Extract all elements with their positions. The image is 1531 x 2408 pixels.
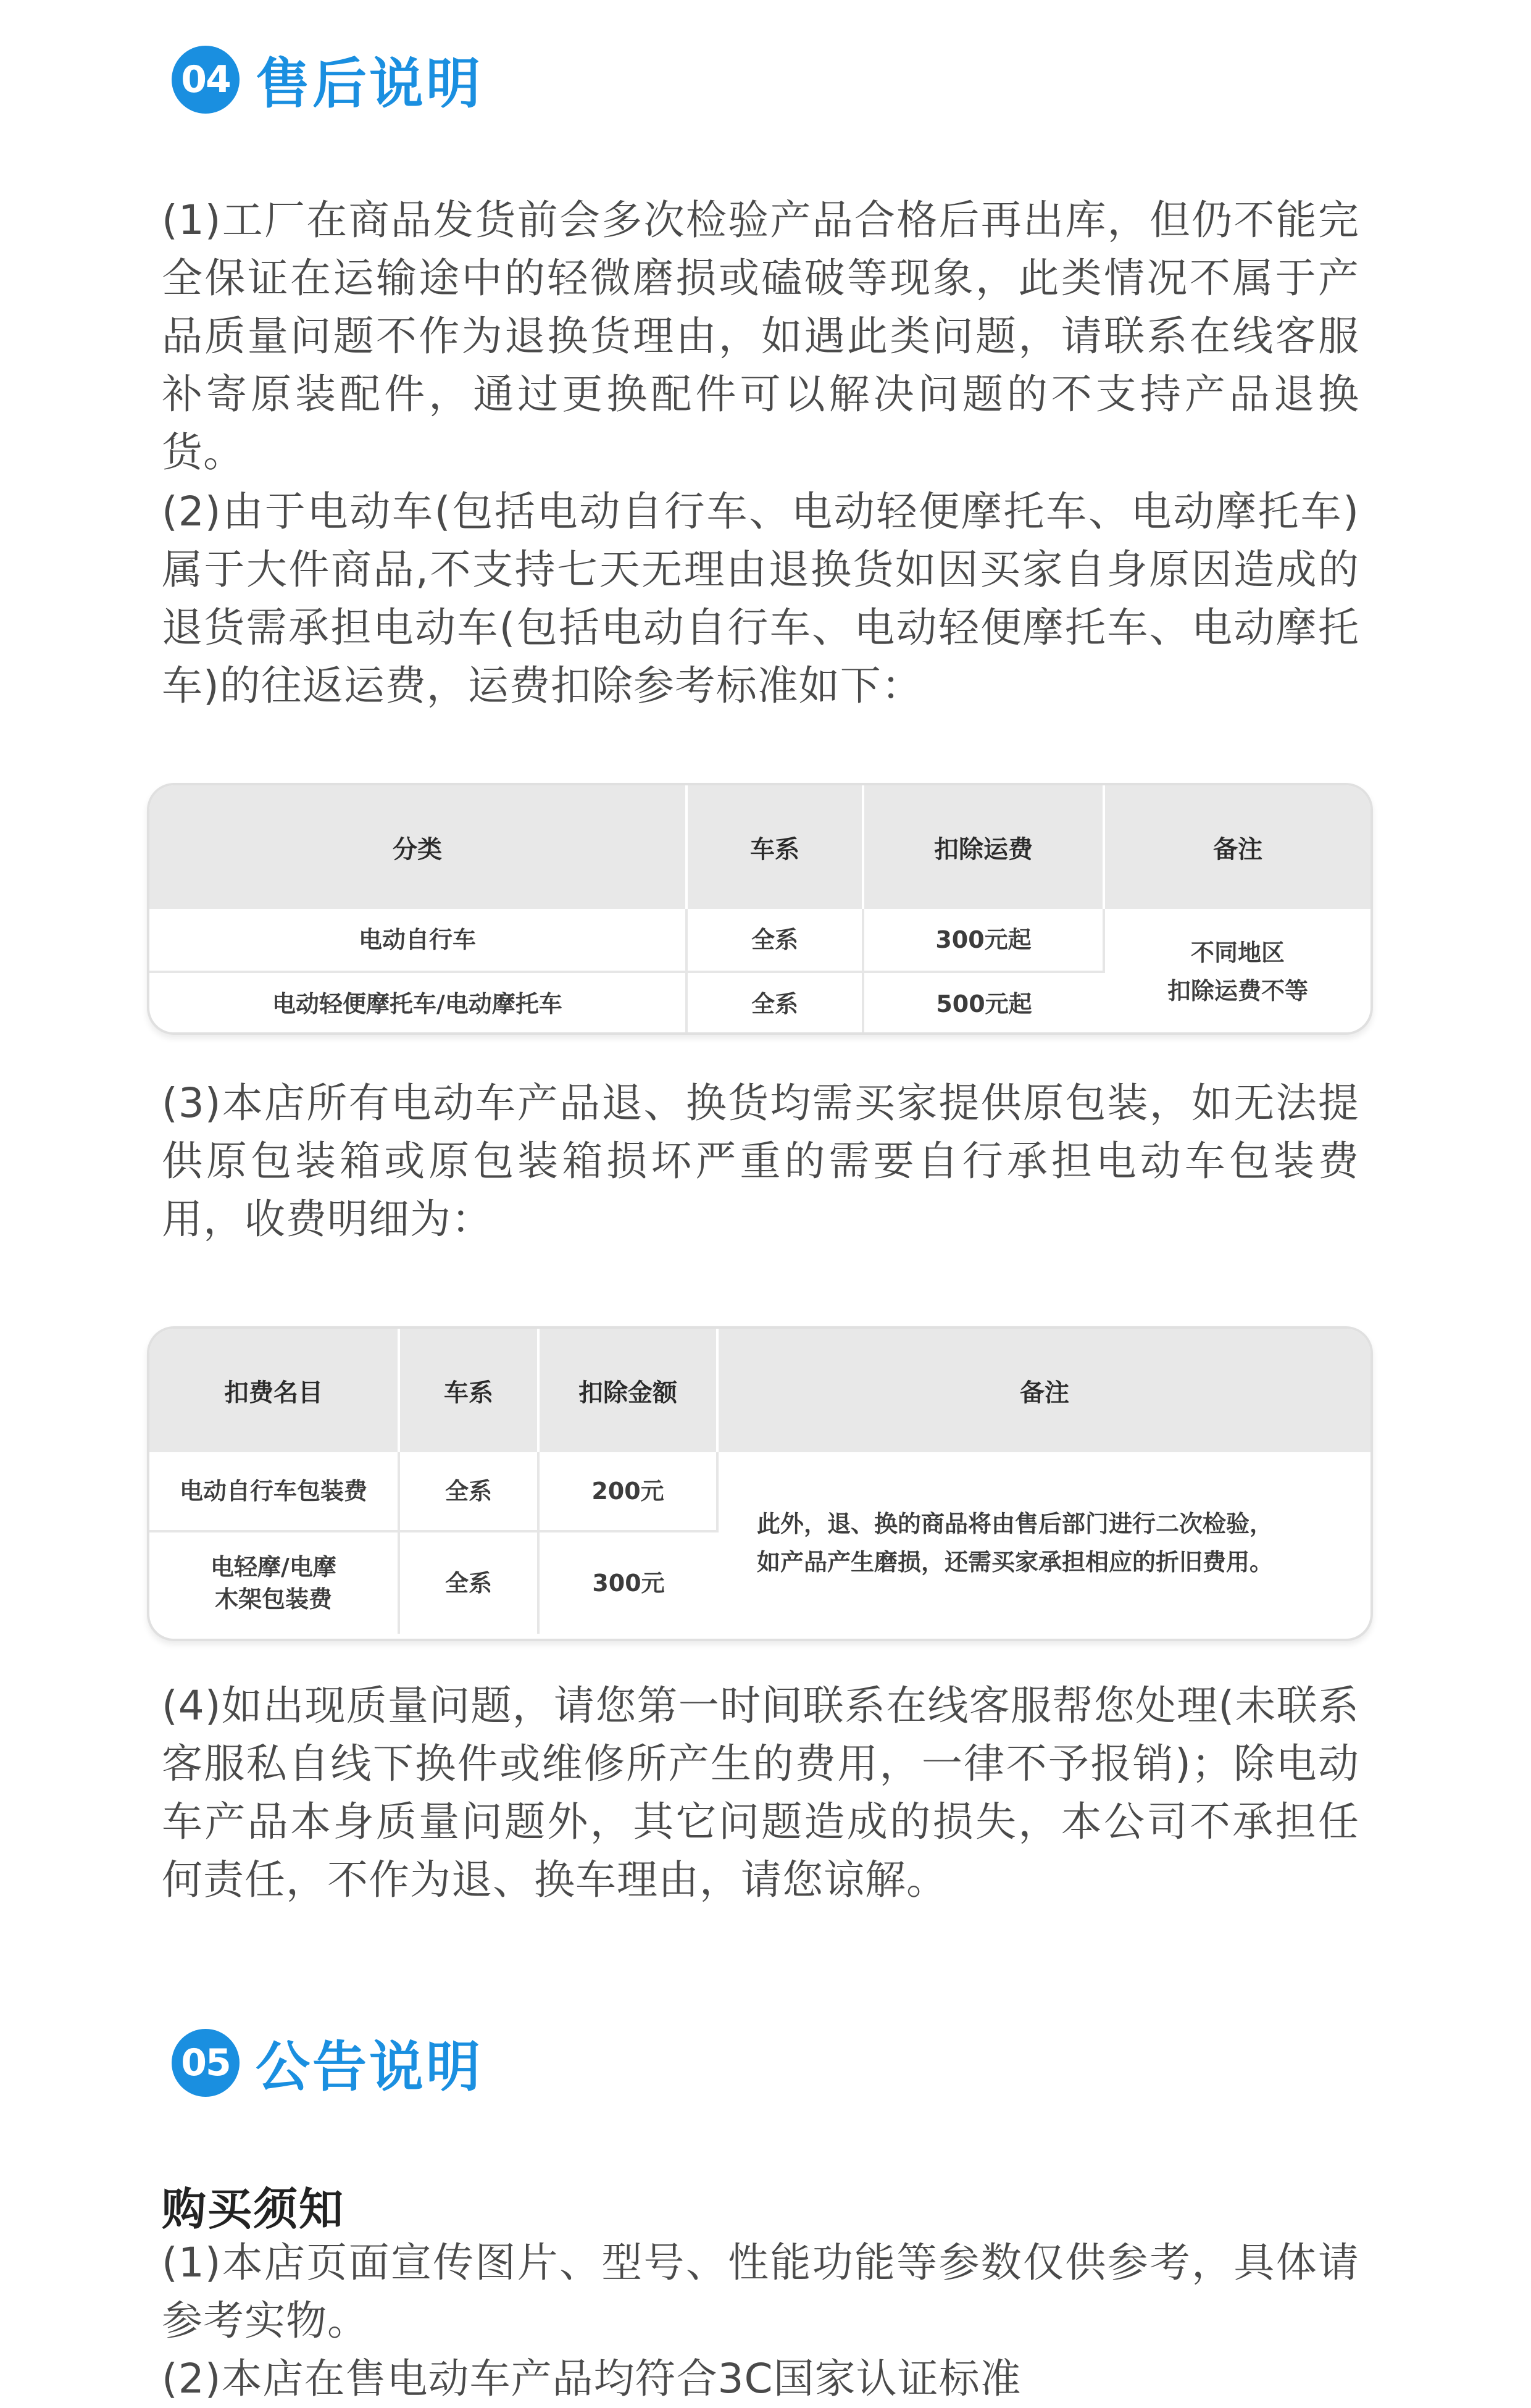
table-cell: 200元 [538, 1452, 717, 1531]
table-cell: 500元起 [863, 972, 1104, 1035]
remark-line: 扣除运费不等 [1167, 977, 1308, 1005]
fee-item-line: 木架包装费 [214, 1586, 332, 1613]
table-header-remark: 备注 [717, 1329, 1370, 1452]
section-number-badge: 04 [172, 46, 240, 114]
table-header-shipping-fee: 扣除运费 [863, 785, 1104, 909]
table-cell: 电动轻便摩托车/电动摩托车 [149, 972, 686, 1035]
table-row [149, 909, 1370, 972]
purchase-notice-item-1: (1)本店页面宣传图片、型号、性能功能等参数仅供参考，具体请参考实物。 [162, 2239, 1359, 2344]
section-04-header [172, 41, 483, 119]
table-cell: 全系 [399, 1452, 538, 1531]
table-header-category: 分类 [149, 785, 686, 909]
table-remark-cell [717, 1452, 1370, 1634]
section-number-badge: 05 [172, 2029, 240, 2097]
paragraph-1: (1)工厂在商品发货前会多次检验产品合格后再出库，但仍不能完全保证在运输途中的轻微磨损或磕破等现象，此类情况不属于产品质量问题不作为退换货理由，如遇此类问题，请联系在线客服补寄原装配件，通过更换配件可以解决问题的不支持产品退换货。 [162, 196, 1359, 476]
purchase-notice-heading: 购买须知 [162, 2183, 345, 2235]
remark-line: 不同地区 [1190, 939, 1285, 966]
table-remark-cell [1104, 909, 1370, 1035]
purchase-notice-item-2: (2)本店在售电动车产品均符合3C国家认证标准 [162, 2355, 1022, 2402]
paragraph-2: (2)由于电动车(包括电动自行车、电动轻便摩托车、电动摩托车)属于大件商品,不支持七天无理由退换货如因买家自身原因造成的退货需承担电动车(包括电动自行车、电动轻便摩托车、电动摩托车)的往返运费，运费扣除参考标准如下： [162, 488, 1359, 709]
table-cell: 电动自行车包装费 [149, 1452, 399, 1531]
section-05-header [172, 2024, 483, 2102]
packing-fee-table [147, 1326, 1373, 1641]
table-cell: 电动自行车 [149, 909, 686, 972]
paragraph-3: (3)本店所有电动车产品退、换货均需买家提供原包装，如无法提供原包装箱或原包装箱损坏严重的需要自行承担电动车包装费用，收费明细为： [162, 1079, 1359, 1243]
table-header-remark: 备注 [1104, 785, 1370, 909]
table-cell: 全系 [686, 909, 863, 972]
remark-line: 如产品产生磨损，还需买家承担相应的折旧费用。 [757, 1549, 1274, 1576]
table-row [149, 1452, 1370, 1531]
table-cell: 全系 [686, 972, 863, 1035]
table-cell: 全系 [399, 1531, 538, 1634]
table-cell: 300元 [538, 1531, 717, 1634]
section-title: 公告说明 [256, 2035, 483, 2099]
table-header-fee-item: 扣费名目 [149, 1329, 399, 1452]
section-title: 售后说明 [256, 52, 483, 115]
table-cell [149, 1531, 399, 1634]
table-header-series: 车系 [686, 785, 863, 909]
fee-item-line: 电轻摩/电摩 [211, 1553, 336, 1581]
paragraph-4: (4)如出现质量问题，请您第一时间联系在线客服帮您处理(未联系客服私自线下换件或维修所产生的费用，一律不予报销)；除电动车产品本身质量问题外，其它问题造成的损失，本公司不承担任何责任，不作为退、换车理由，请您谅解。 [162, 1682, 1359, 1904]
shipping-fee-table [147, 783, 1373, 1035]
table-header-deduction: 扣除金额 [538, 1329, 717, 1452]
remark-line: 此外，退、换的商品将由售后部门进行二次检验， [757, 1510, 1274, 1537]
table-header-series: 车系 [399, 1329, 538, 1452]
table-cell: 300元起 [863, 909, 1104, 972]
